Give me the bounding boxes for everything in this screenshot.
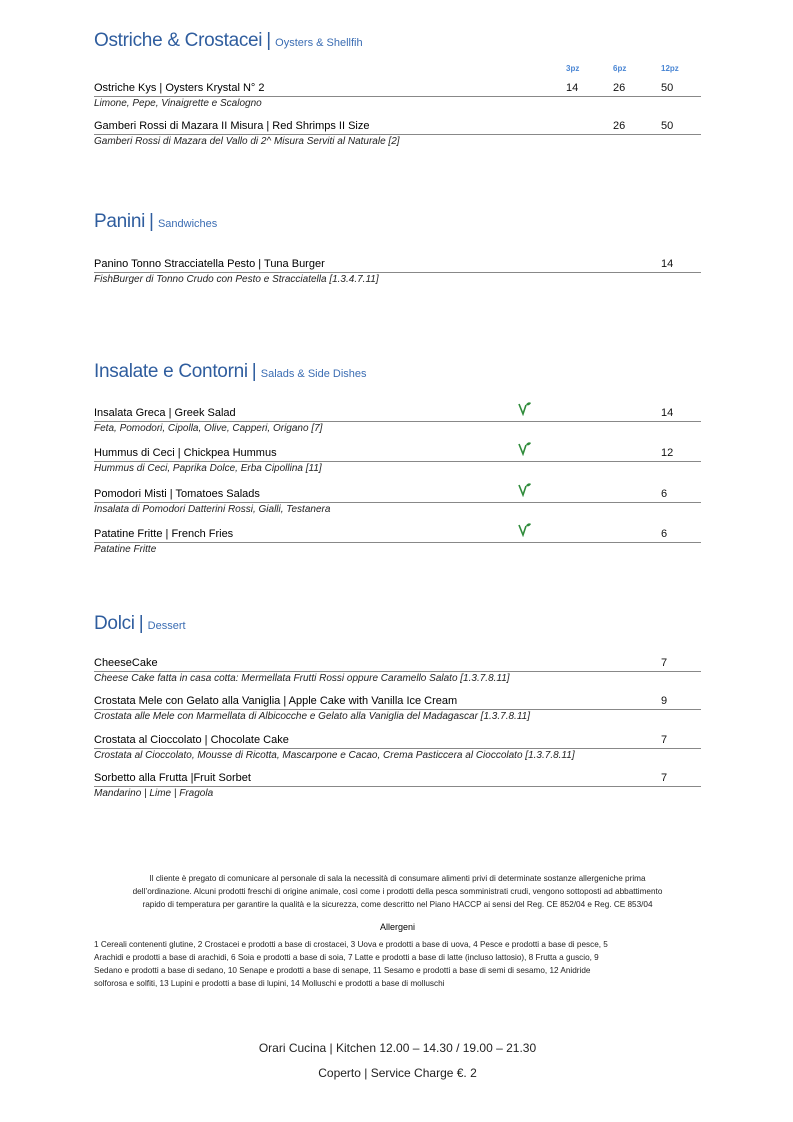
item-price: 6 [661, 528, 668, 540]
section-title: Dolci [94, 613, 135, 634]
column-header-3pz: 3pz [566, 64, 580, 73]
vegetarian-leaf-icon [518, 523, 532, 537]
item-description: Mandarino | Lime | Fragola [94, 788, 214, 799]
item-name: Gamberi Rossi di Mazara II Misura | Red Shrimps II Size [94, 120, 370, 132]
title-separator: | [266, 30, 272, 51]
divider [94, 421, 701, 422]
allergens-title: Allergeni [379, 922, 416, 932]
divider [94, 709, 701, 710]
item-name: Sorbetto alla Frutta |Fruit Sorbet [94, 772, 251, 784]
notice-line: Il cliente è pregato di comunicare al personale di sala la necessità di consumare alimenti privi di determinate sostanze allergeniche prima [149, 874, 646, 883]
item-price: 14 [661, 407, 674, 419]
item-price-3pz: 14 [566, 82, 579, 94]
allergens-line: 1 Cereali contenenti glutine, 2 Crostacei e prodotti a base di crostacei, 3 Uova e prodotti a base di uova, 4 Pesce e prodotti a base di pesce, 5 [94, 940, 608, 949]
item-price-12pz: 50 [661, 120, 674, 132]
section-subtitle: Oysters & Shellfih [275, 37, 363, 49]
item-description: Cheese Cake fatta in casa cotta: Mermellata Frutti Rossi oppure Caramello Salato [1.3.7.8.11] [94, 673, 510, 684]
section-title: Panini [94, 211, 146, 232]
divider [94, 542, 701, 543]
item-price-6pz: 26 [613, 82, 626, 94]
section-subtitle: Dessert [147, 620, 186, 632]
column-header-6pz: 6pz [613, 64, 627, 73]
divider [94, 786, 701, 787]
item-price: 7 [661, 772, 668, 784]
title-separator: | [149, 211, 154, 232]
item-price-6pz: 26 [613, 120, 626, 132]
vegetarian-leaf-icon [518, 402, 532, 416]
divider [94, 671, 701, 672]
item-name: Panino Tonno Stracciatella Pesto | Tuna Burger [94, 258, 325, 270]
item-price: 7 [661, 657, 668, 669]
item-price: 12 [661, 447, 674, 459]
kitchen-hours: Orari Cucina | Kitchen 12.00 – 14.30 / 19.00 – 21.30 [258, 1041, 537, 1055]
item-price: 6 [661, 488, 668, 500]
section-title: Insalate e Contorni [94, 361, 248, 382]
allergens-line: Sedano e prodotti a base di sedano, 10 Senape e prodotti a base di senape, 11 Sesamo e prodotti a base di semi di sesamo, 12 Anidride [94, 966, 591, 975]
allergens-list [94, 938, 704, 990]
notice-line: dell’ordinazione. Alcuni prodotti freschi di origine animale, così come i prodotti della pesca somministrati crudi, vengono sottoposti ad abbattimento [132, 887, 663, 896]
service-charge: Coperto | Service Charge €. 2 [318, 1066, 477, 1080]
column-header-12pz: 12pz [661, 64, 679, 73]
divider [94, 461, 701, 462]
section-panini-title [94, 211, 217, 233]
item-price: 14 [661, 258, 674, 270]
title-separator: | [138, 613, 144, 634]
divider [94, 96, 701, 97]
divider [94, 748, 701, 749]
notice-line: rapido di temperatura per garantire la qualità e la sicurezza, come descritto nel Piano HACCP ai sensi del Reg. CE 852/04 e Reg. CE 853/04 [142, 900, 653, 909]
item-name: Insalata Greca | Greek Salad [94, 407, 236, 419]
section-dessert-title [94, 613, 186, 635]
section-salads-title [94, 361, 367, 383]
section-subtitle: Salads & Side Dishes [260, 368, 367, 380]
divider [94, 502, 701, 503]
item-description: Feta, Pomodori, Cipolla, Olive, Capperi, Origano [7] [94, 423, 323, 434]
item-name: Crostata al Cioccolato | Chocolate Cake [94, 734, 289, 746]
allergens-line: Arachidi e prodotti a base di arachidi, 6 Soia e prodotti a base di soia, 7 Latte e prodotti a base di latte (incluso lattosio), 8 Frutta a guscio, 9 [94, 953, 599, 962]
item-description: Crostata al Cioccolato, Mousse di Ricotta, Mascarpone e Cacao, Crema Pasticcera al Cioccolato [1.3.7.8.11] [94, 750, 575, 761]
item-name: Crostata Mele con Gelato alla Vaniglia | Apple Cake with Vanilla Ice Cream [94, 695, 458, 707]
item-name: Ostriche Kys | Oysters Krystal N° 2 [94, 82, 265, 94]
vegetarian-leaf-icon [518, 442, 532, 456]
allergy-notice [94, 872, 701, 911]
section-subtitle: Sandwiches [157, 218, 218, 230]
item-description: Limone, Pepe, Vinaigrette e Scalogno [94, 98, 262, 109]
item-description: Gamberi Rossi di Mazara del Vallo di 2^ Misura Serviti al Naturale [2] [94, 136, 400, 147]
section-title: Ostriche & Crostacei [94, 30, 263, 51]
item-description: Crostata alle Mele con Marmellata di Albicocche e Gelato alla Vaniglia del Madagascar [1.3.7.8.11] [94, 711, 530, 722]
item-price: 7 [661, 734, 668, 746]
item-name: Hummus di Ceci | Chickpea Hummus [94, 447, 277, 459]
allergens-line: solforosa e solfiti, 13 Lupini e prodotti a base di lupini, 14 Molluschi e prodotti a base di molluschi [94, 979, 445, 988]
item-description: Insalata di Pomodori Datterini Rossi, Gialli, Testanera [94, 504, 331, 515]
item-price: 9 [661, 695, 668, 707]
item-description: Hummus di Ceci, Paprika Dolce, Erba Cipollina [11] [94, 463, 322, 474]
item-description: Patatine Fritte [94, 544, 157, 555]
item-price-12pz: 50 [661, 82, 674, 94]
title-separator: | [251, 361, 257, 382]
divider [94, 134, 701, 135]
item-name: CheeseCake [94, 657, 158, 669]
item-description: FishBurger di Tonno Crudo con Pesto e Stracciatella [1.3.4.7.11] [94, 274, 379, 285]
item-name: Patatine Fritte | French Fries [94, 528, 234, 540]
divider [94, 272, 701, 273]
section-oysters-title [94, 30, 363, 52]
item-name: Pomodori Misti | Tomatoes Salads [94, 488, 260, 500]
vegetarian-leaf-icon [518, 483, 532, 497]
